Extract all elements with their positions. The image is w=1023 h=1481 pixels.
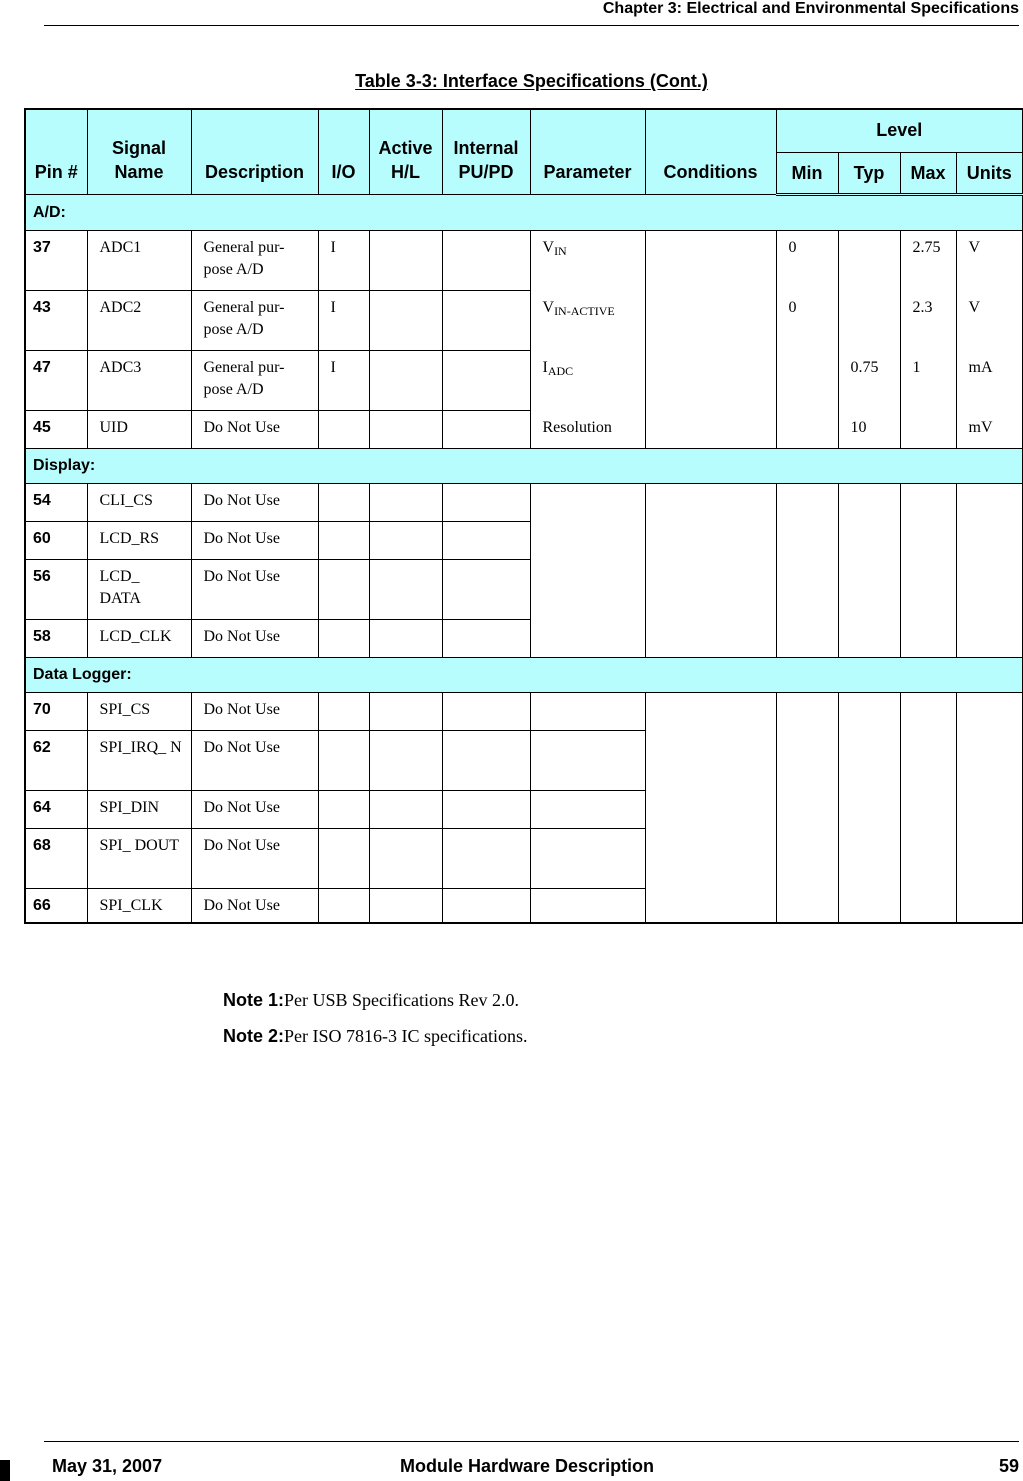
- signal-cell: CLI_CS: [87, 484, 191, 522]
- notes: [223, 986, 527, 1058]
- max-cell: [900, 693, 956, 923]
- io-cell: [318, 731, 369, 791]
- pin-cell: 66: [25, 889, 87, 923]
- note-text: Per ISO 7816-3 IC specifications.: [284, 1026, 528, 1046]
- conditions-cell: [645, 484, 776, 658]
- min-cell: 0: [776, 291, 838, 351]
- active-cell: [369, 791, 442, 829]
- active-cell: [369, 620, 442, 658]
- signal-cell: LCD_ DATA: [87, 560, 191, 620]
- description-cell: Do Not Use: [191, 693, 318, 731]
- footer-date: May 31, 2007: [52, 1456, 163, 1476]
- parameter-cell: $I_{ADC}$: [530, 351, 645, 411]
- io-cell: [318, 522, 369, 560]
- table-row: [25, 351, 1023, 411]
- io-cell: [318, 620, 369, 658]
- margin-mark: [0, 1460, 10, 1481]
- max-cell: [900, 411, 956, 449]
- col-header-signal-name: Signal Name: [87, 109, 191, 195]
- col-header-conditions: Conditions: [645, 109, 776, 195]
- description-cell: Do Not Use: [191, 522, 318, 560]
- description-cell: Do Not Use: [191, 829, 318, 889]
- min-cell: [776, 351, 838, 411]
- typ-cell: [838, 484, 900, 658]
- page-number: 59: [998, 1456, 1019, 1476]
- section-ad: A/D:: [25, 195, 1023, 231]
- max-cell: 2.75: [900, 231, 956, 291]
- chapter-header: Chapter 3: Electrical and Environmental Specifications: [602, 0, 1019, 17]
- signal-cell: SPI_CS: [87, 693, 191, 731]
- note-2: [223, 1022, 527, 1058]
- description-cell: Do Not Use: [191, 791, 318, 829]
- footer-rule: [44, 1441, 1019, 1442]
- max-cell: [900, 484, 956, 658]
- active-cell: [369, 829, 442, 889]
- min-cell: [776, 484, 838, 658]
- internal-cell: [442, 791, 530, 829]
- note-text: Per USB Specifications Rev 2.0.: [284, 990, 519, 1010]
- pin-cell: 47: [25, 351, 87, 411]
- description-cell: General pur-pose A/D: [191, 231, 318, 291]
- io-cell: [318, 693, 369, 731]
- active-cell: [369, 291, 442, 351]
- col-header-parameter: Parameter: [530, 109, 645, 195]
- active-cell: [369, 484, 442, 522]
- active-cell: [369, 889, 442, 923]
- typ-cell: [838, 291, 900, 351]
- typ-cell: [838, 231, 900, 291]
- description-cell: Do Not Use: [191, 411, 318, 449]
- parameter-cell: [530, 731, 645, 791]
- max-cell: 2.3: [900, 291, 956, 351]
- internal-cell: [442, 620, 530, 658]
- pin-cell: 70: [25, 693, 87, 731]
- parameter-cell: [530, 829, 645, 889]
- signal-cell: SPI_IRQ_ N: [87, 731, 191, 791]
- description-cell: General pur-pose A/D: [191, 291, 318, 351]
- col-header-pin: Pin #: [25, 109, 87, 195]
- active-cell: [369, 731, 442, 791]
- signal-cell: SPI_DIN: [87, 791, 191, 829]
- interface-spec-table: [24, 108, 1023, 924]
- col-header-level: Level: [776, 109, 1023, 153]
- signal-cell: UID: [87, 411, 191, 449]
- table-row: [25, 484, 1023, 522]
- table-row: [25, 411, 1023, 449]
- active-cell: [369, 693, 442, 731]
- parameter-cell: Resolution: [530, 411, 645, 449]
- pin-cell: 68: [25, 829, 87, 889]
- pin-cell: 60: [25, 522, 87, 560]
- typ-cell: 10: [838, 411, 900, 449]
- pin-cell: 62: [25, 731, 87, 791]
- pin-cell: 58: [25, 620, 87, 658]
- units-cell: mV: [956, 411, 1023, 449]
- typ-cell: [838, 693, 900, 923]
- internal-cell: [442, 731, 530, 791]
- col-header-typ: Typ: [838, 153, 900, 195]
- min-cell: [776, 411, 838, 449]
- min-cell: [776, 693, 838, 923]
- section-display: Display:: [25, 449, 1023, 484]
- parameter-cell: [530, 791, 645, 829]
- pin-cell: 45: [25, 411, 87, 449]
- io-cell: I: [318, 231, 369, 291]
- parameter-cell: [530, 889, 645, 923]
- parameter-cell: $V_{IN}$: [530, 231, 645, 291]
- units-cell: mA: [956, 351, 1023, 411]
- signal-cell: ADC3: [87, 351, 191, 411]
- note-1: [223, 986, 527, 1022]
- col-header-io: I/O: [318, 109, 369, 195]
- io-cell: [318, 791, 369, 829]
- signal-cell: LCD_CLK: [87, 620, 191, 658]
- parameter-cell: [530, 484, 645, 658]
- internal-cell: [442, 231, 530, 291]
- description-cell: Do Not Use: [191, 731, 318, 791]
- active-cell: [369, 522, 442, 560]
- col-header-description: Description: [191, 109, 318, 195]
- pin-cell: 56: [25, 560, 87, 620]
- table-title: Table 3-3: Interface Specifications (Cont.): [355, 71, 708, 91]
- note-label: Note 1:: [223, 990, 285, 1010]
- io-cell: [318, 889, 369, 923]
- signal-cell: ADC1: [87, 231, 191, 291]
- conditions-cell: [645, 231, 776, 449]
- internal-cell: [442, 351, 530, 411]
- units-cell: V: [956, 291, 1023, 351]
- max-cell: 1: [900, 351, 956, 411]
- active-cell: [369, 351, 442, 411]
- signal-cell: SPI_ DOUT: [87, 829, 191, 889]
- signal-cell: SPI_CLK: [87, 889, 191, 923]
- units-cell: [956, 693, 1023, 923]
- units-cell: V: [956, 231, 1023, 291]
- description-cell: Do Not Use: [191, 560, 318, 620]
- active-cell: [369, 411, 442, 449]
- internal-cell: [442, 484, 530, 522]
- internal-cell: [442, 693, 530, 731]
- col-header-active: Active H/L: [369, 109, 442, 195]
- col-header-max: Max: [900, 153, 956, 195]
- header-rule: [44, 25, 1019, 26]
- internal-cell: [442, 291, 530, 351]
- internal-cell: [442, 829, 530, 889]
- pin-cell: 54: [25, 484, 87, 522]
- signal-cell: ADC2: [87, 291, 191, 351]
- internal-cell: [442, 522, 530, 560]
- description-cell: Do Not Use: [191, 620, 318, 658]
- io-cell: [318, 411, 369, 449]
- min-cell: 0: [776, 231, 838, 291]
- signal-cell: LCD_RS: [87, 522, 191, 560]
- io-cell: [318, 829, 369, 889]
- active-cell: [369, 231, 442, 291]
- typ-cell: 0.75: [838, 351, 900, 411]
- internal-cell: [442, 560, 530, 620]
- io-cell: I: [318, 351, 369, 411]
- note-label: Note 2:: [223, 1026, 285, 1046]
- pin-cell: 37: [25, 231, 87, 291]
- table-row: [25, 231, 1023, 291]
- description-cell: Do Not Use: [191, 484, 318, 522]
- pin-cell: 64: [25, 791, 87, 829]
- internal-cell: [442, 411, 530, 449]
- description-cell: Do Not Use: [191, 889, 318, 923]
- units-cell: [956, 484, 1023, 658]
- footer-section: Module Hardware Description: [400, 1456, 655, 1476]
- parameter-cell: $V_{IN-ACTIVE}$: [530, 291, 645, 351]
- table-row: [25, 291, 1023, 351]
- active-cell: [369, 560, 442, 620]
- col-header-internal: Internal PU/PD: [442, 109, 530, 195]
- io-cell: [318, 560, 369, 620]
- io-cell: I: [318, 291, 369, 351]
- col-header-units: Units: [956, 153, 1023, 195]
- parameter-cell: [530, 693, 645, 731]
- description-cell: General pur-pose A/D: [191, 351, 318, 411]
- internal-cell: [442, 889, 530, 923]
- section-data-logger: Data Logger:: [25, 658, 1023, 693]
- pin-cell: 43: [25, 291, 87, 351]
- io-cell: [318, 484, 369, 522]
- col-header-min: Min: [776, 153, 838, 195]
- table-row: [25, 693, 1023, 731]
- conditions-cell: [645, 693, 776, 923]
